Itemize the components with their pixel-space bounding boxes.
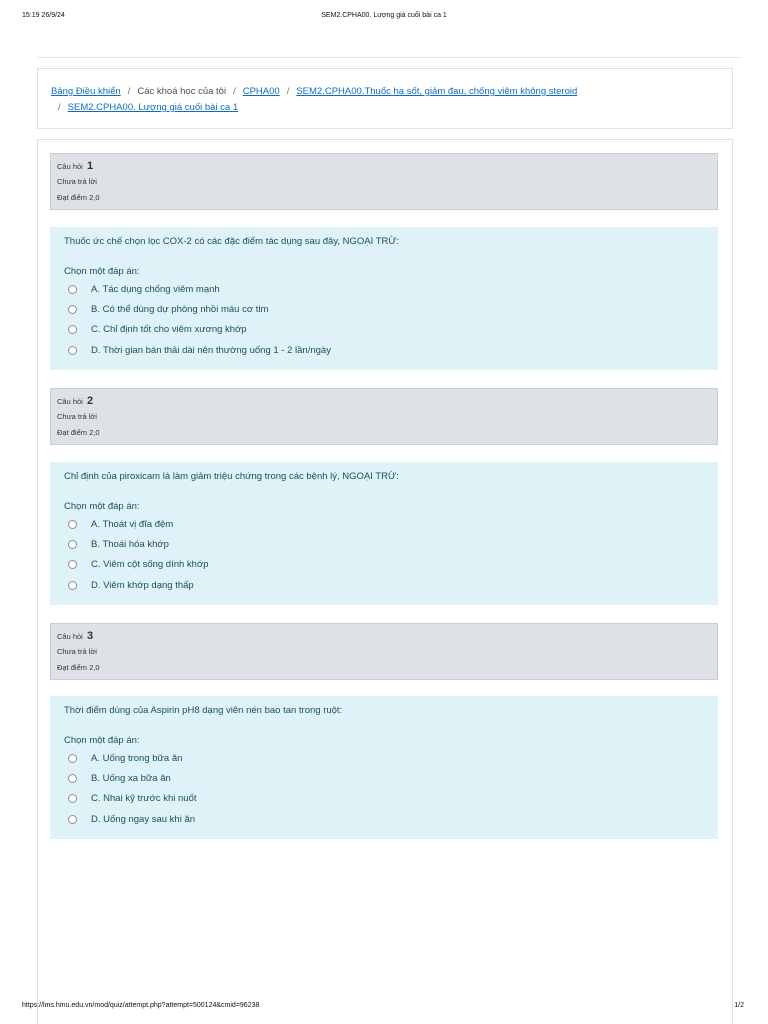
answer-label: A. Tác dụng chống viêm mạnh [91,283,220,295]
answer-option-c[interactable] [64,789,704,809]
breadcrumb-separator: / [286,86,290,97]
answer-prompt: Chọn một đáp án: [64,501,140,512]
answer-option-a[interactable] [64,279,704,299]
answer-label: B. Uống xa bữa ăn [91,772,171,784]
breadcrumb [37,68,733,129]
radio-button[interactable] [68,346,77,355]
question-number [57,158,711,174]
question-state: Chưa trả lời [57,647,97,656]
breadcrumb-separator: / [127,86,131,97]
answer-option-b[interactable] [64,299,704,319]
question-grade: Đạt điểm 2,0 [57,663,100,672]
question-content-2 [50,462,718,605]
answer-option-a[interactable] [64,514,704,534]
question-number-value: 3 [86,630,94,642]
question-number [57,628,711,644]
breadcrumb-separator: / [233,86,236,97]
answer-label: C. Viêm cột sống dính khớp [91,559,209,571]
radio-button[interactable] [68,794,77,803]
print-url: https://lms.hmu.edu.vn/mod/quiz/attempt.php?attempt=500124&cmid=96238 [22,1002,260,1009]
question-text: Thời điểm dùng của Aspirin pH8 dạng viên nén bao tan trong ruột: [64,705,343,716]
breadcrumb-link-quiz[interactable]: SEM2.CPHA00. Lượng giá cuối bài ca 1 [67,102,239,113]
question-text: Chỉ định của piroxicam là làm giảm triệu chứng trong các bệnh lý, NGOẠI TRỪ: [64,471,399,482]
radio-button[interactable] [68,520,77,529]
answer-option-a[interactable] [64,748,704,768]
answer-label: D. Uống ngay sau khi ăn [91,813,196,825]
breadcrumb-my-courses: Các khoá học của tôi [137,86,227,97]
print-page-number: 1/2 [734,1002,744,1009]
answer-label: C. Chỉ định tốt cho viêm xương khớp [91,324,247,336]
answer-option-c[interactable] [64,555,704,575]
breadcrumb-link-course[interactable]: CPHA00 [242,86,280,97]
question-info-3 [50,623,718,680]
radio-button[interactable] [68,325,77,334]
question-info-2 [50,388,718,445]
radio-button[interactable] [68,774,77,783]
answer-option-d[interactable] [64,575,704,595]
question-grade: Đạt điểm 2,0 [57,193,100,202]
radio-button[interactable] [68,540,77,549]
radio-button[interactable] [68,305,77,314]
question-info-1 [50,153,718,210]
answer-label: D. Viêm khớp dạng thấp [91,579,194,591]
question-text: Thuốc ức chế chọn lọc COX-2 có các đặc điểm tác dụng sau đây, NGOẠI TRỪ: [64,236,400,247]
answer-label: C. Nhai kỹ trước khi nuốt [91,793,197,805]
print-footer [0,998,768,1024]
answer-label: B. Thoái hóa khớp [91,538,169,550]
radio-button[interactable] [68,815,77,824]
answer-label: A. Uống trong bữa ăn [91,752,183,764]
print-timestamp: 15:19 26/9/24 [22,12,65,19]
radio-button[interactable] [68,560,77,569]
question-number [57,393,711,409]
answer-option-b[interactable] [64,534,704,554]
question-content-3 [50,696,718,839]
question-number-value: 1 [86,160,94,172]
question-content-1 [50,227,718,370]
answer-prompt: Chọn một đáp án: [64,735,140,746]
radio-button[interactable] [68,581,77,590]
answer-label: B. Có thể dùng dự phòng nhồi máu cơ tim [91,303,269,315]
question-label: Câu hỏi [57,397,83,406]
answer-option-d[interactable] [64,340,704,360]
print-document-title: SEM2.CPHA00. Lượng giá cuối bài ca 1 [321,12,447,19]
question-label: Câu hỏi [57,162,83,171]
question-label: Câu hỏi [57,632,83,641]
answer-option-d[interactable] [64,809,704,829]
breadcrumb-link-section[interactable]: SEM2.CPHA00.Thuốc hạ sốt, giảm đau, chống viêm không steroid [296,86,578,97]
question-grade: Đạt điểm 2,0 [57,428,100,437]
breadcrumb-separator: / [58,102,61,113]
question-state: Chưa trả lời [57,412,97,421]
answer-label: D. Thời gian bán thải dài nên thường uống 1 - 2 lần/ngày [91,344,331,356]
answer-label: A. Thoát vị đĩa đệm [91,518,174,530]
breadcrumb-link-dashboard[interactable]: Bảng Điều khiển [51,86,121,97]
radio-button[interactable] [68,285,77,294]
question-state: Chưa trả lời [57,177,97,186]
print-header [0,0,768,34]
answer-option-b[interactable] [64,768,704,788]
answer-prompt: Chọn một đáp án: [64,266,140,277]
answer-option-c[interactable] [64,320,704,340]
question-number-value: 2 [86,395,94,407]
divider [37,57,741,58]
radio-button[interactable] [68,754,77,763]
